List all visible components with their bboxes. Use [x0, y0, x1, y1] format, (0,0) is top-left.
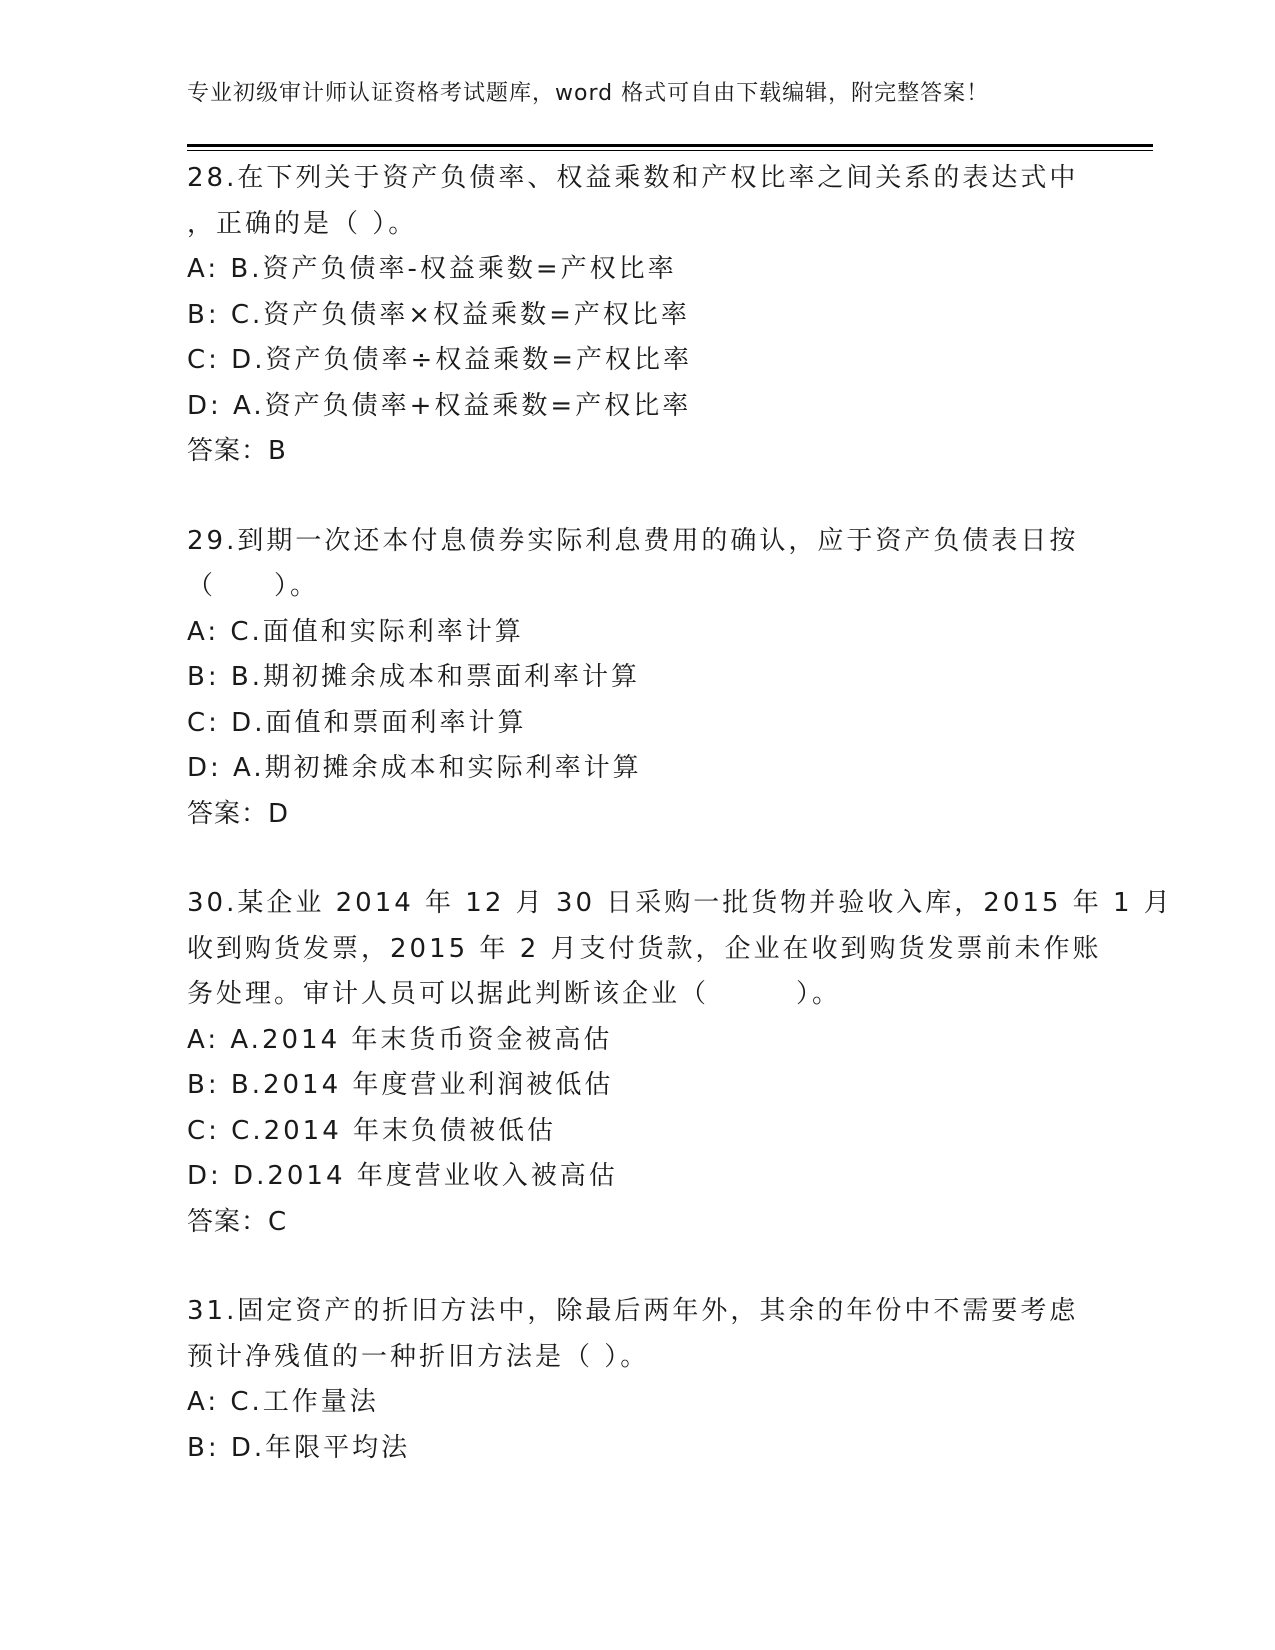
option-d: D: A.资产负债率+权益乘数=产权比率	[187, 390, 692, 421]
option-b: B: B.期初摊余成本和票面利率计算	[187, 662, 640, 692]
option-d: D: D.2014 年度营业收入被高估	[187, 1161, 618, 1191]
question-30	[187, 881, 1173, 1245]
header-rule-thin	[187, 150, 1153, 151]
question-text: 29.到期一次还本付息债券实际利息费用的确认，应于资产负债表日按	[187, 525, 1079, 556]
question-text: 预计净残值的一种折旧方法是（ ）。	[187, 1341, 650, 1372]
question-28	[187, 156, 1087, 475]
question-text: 31.固定资产的折旧方法中，除最后两年外，其余的年份中不需要考虑	[187, 1296, 1079, 1326]
question-text: （ ）。	[187, 571, 320, 601]
option-b: B: C.资产负债率×权益乘数=产权比率	[187, 299, 690, 330]
question-list	[187, 156, 1173, 1515]
option-c: C: C.2014 年末负债被低估	[187, 1115, 557, 1146]
option-a: A: C.面值和实际利率计算	[187, 616, 524, 647]
question-text: 务处理。审计人员可以据此判断该企业（ ）。	[187, 979, 842, 1009]
question-text: ，正确的是（ ）。	[187, 208, 418, 239]
option-c: C: D.资产负债率÷权益乘数=产权比率	[187, 345, 693, 375]
question-text: 收到购货发票，2015 年 2 月支付货款，企业在收到购货发票前未作账	[187, 933, 1102, 964]
option-a: A: A.2014 年末货币资金被高估	[187, 1024, 613, 1055]
question-29	[187, 519, 1087, 838]
option-d: D: A.期初摊余成本和实际利率计算	[187, 753, 642, 783]
option-b: B: B.2014 年度营业利润被低估	[187, 1070, 614, 1100]
question-31	[187, 1289, 1087, 1471]
option-a: A: C.工作量法	[187, 1387, 379, 1417]
question-text: 28.在下列关于资产负债率、权益乘数和产权比率之间关系的表达式中	[187, 163, 1079, 193]
answer: 答案：B	[187, 436, 287, 466]
option-c: C: D.面值和票面利率计算	[187, 707, 527, 738]
option-a: A: B.资产负债率-权益乘数=产权比率	[187, 254, 677, 284]
page-header: 专业初级审计师认证资格考试题库，word 格式可自由下载编辑，附完整答案！	[187, 81, 990, 106]
option-b: B: D.年限平均法	[187, 1432, 411, 1463]
answer: 答案：D	[187, 798, 290, 829]
header-rule-thick	[187, 144, 1153, 147]
answer: 答案：C	[187, 1206, 288, 1237]
question-text: 30.某企业 2014 年 12 月 30 日采购一批货物并验收入库，2015 年 1 月	[187, 888, 1173, 918]
